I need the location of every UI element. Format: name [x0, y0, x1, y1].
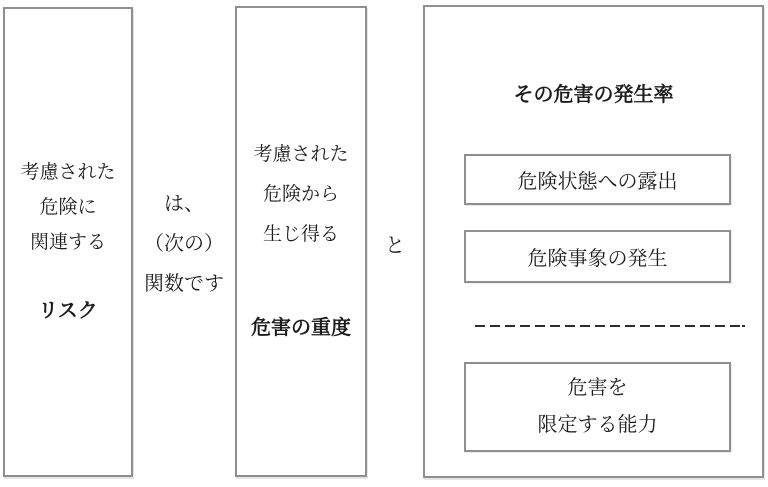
- function-connector-text: [133, 0, 235, 487]
- risk-box-line-1: 考慮された: [20, 162, 116, 183]
- function-connector-line-1: は、: [164, 192, 204, 215]
- exposure-box: [464, 154, 731, 205]
- occurrence-box: [423, 5, 764, 478]
- severity-label: 危害の重度: [251, 317, 351, 339]
- limit-harm-line-2: 限定する能力: [537, 414, 658, 436]
- severity-box-line-2: 危険から: [262, 184, 339, 205]
- risk-box: [3, 7, 133, 477]
- severity-box: [235, 6, 367, 477]
- risk-label: リスク: [38, 300, 98, 322]
- occurrence-title: その危害の発生率: [513, 84, 674, 106]
- risk-box-line-3: 関連する: [29, 232, 106, 253]
- limit-harm-line-1: 危害を: [567, 377, 628, 399]
- hazardous-event-box: [464, 230, 731, 283]
- severity-box-line-3: 生じ得る: [262, 224, 339, 245]
- hazardous-event-label: 危険事象の発生: [527, 248, 668, 270]
- risk-box-line-2: 危険に: [39, 197, 97, 218]
- function-connector-line-3: 関数です: [144, 272, 224, 295]
- function-connector-line-2: （次の）: [144, 232, 224, 255]
- exposure-label: 危険状態への露出: [517, 171, 678, 193]
- dashed-divider-line: [475, 325, 741, 327]
- severity-box-line-1: 考慮された: [253, 144, 349, 165]
- and-connector-text: と: [385, 235, 405, 257]
- limit-harm-box: [464, 362, 731, 452]
